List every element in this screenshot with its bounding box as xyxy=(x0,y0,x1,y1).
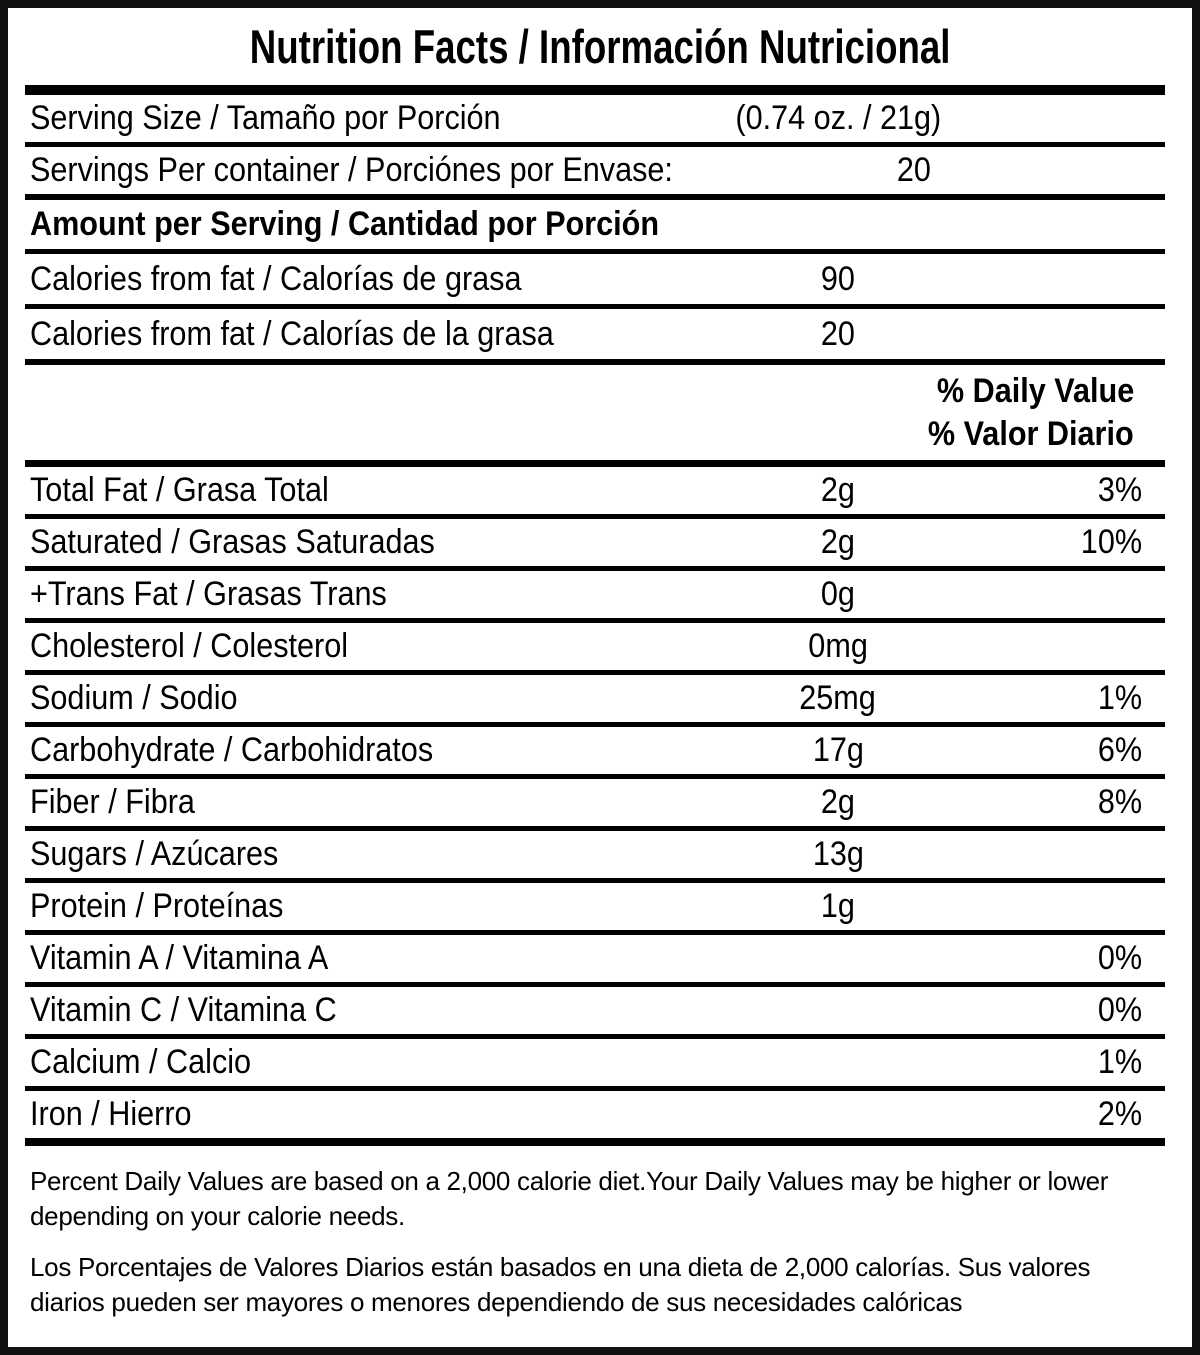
nutrient-label: Cholesterol / Colesterol xyxy=(30,627,349,665)
nutrient-label: Carbohydrate / Carbohidratos xyxy=(30,731,434,769)
calories-row-1-label: Calories from fat / Calorías de grasa xyxy=(30,259,522,298)
nutrient-percent-daily-value: 1% xyxy=(1097,679,1142,717)
nutrient-row xyxy=(8,675,1192,722)
divider xyxy=(25,1138,1165,1146)
nutrient-row xyxy=(8,623,1192,670)
servings-per-container-row xyxy=(8,147,1192,194)
nutrient-amount: 25mg xyxy=(799,679,877,717)
nutrient-label: Sodium / Sodio xyxy=(30,679,238,717)
daily-value-header-en: % Daily Value xyxy=(936,372,1134,410)
nutrient-row xyxy=(8,935,1192,982)
nutrient-percent-daily-value: 2% xyxy=(1097,1095,1142,1133)
nutrient-label: Vitamin A / Vitamina A xyxy=(30,939,329,977)
serving-size-row xyxy=(8,95,1192,142)
daily-value-header-block xyxy=(8,365,1192,460)
divider xyxy=(25,460,1165,467)
label-title-text: Nutrition Facts / Información Nutricional xyxy=(249,20,951,73)
daily-value-header-en-line xyxy=(915,374,1134,408)
nutrient-label: Total Fat / Grasa Total xyxy=(30,471,329,509)
nutrient-row xyxy=(8,883,1192,930)
nutrient-label: Protein / Proteínas xyxy=(30,887,284,925)
label-title xyxy=(8,8,1192,85)
footnote-english: Percent Daily Values are based on a 2,000 calorie diet.Your Daily Values may be higher or lower depending on your calorie needs. xyxy=(30,1166,1109,1231)
calories-row-2-label: Calories from fat / Calorías de la grasa xyxy=(30,314,554,353)
servings-per-container-value-cell xyxy=(744,151,1084,190)
nutrient-label: +Trans Fat / Grasas Trans xyxy=(30,575,387,613)
nutrient-row xyxy=(8,831,1192,878)
servings-per-container-value: 20 xyxy=(897,151,932,189)
nutrient-label: Vitamin C / Vitamina C xyxy=(30,991,337,1029)
nutrient-label: Fiber / Fibra xyxy=(30,783,195,821)
nutrient-percent-daily-value: 6% xyxy=(1097,731,1142,769)
amount-per-serving-header-cell xyxy=(30,205,729,244)
footnotes-section xyxy=(8,1146,1192,1320)
amount-per-serving-header-row xyxy=(8,200,1192,249)
nutrient-row xyxy=(8,467,1192,514)
nutrient-label: Calcium / Calcio xyxy=(30,1043,252,1081)
calories-row-1-value: 90 xyxy=(820,259,856,298)
nutrient-label: Iron / Hierro xyxy=(30,1095,192,1133)
nutrient-label: Sugars / Azúcares xyxy=(30,835,279,873)
nutrient-row xyxy=(8,727,1192,774)
nutrient-row xyxy=(8,519,1192,566)
nutrient-percent-daily-value: 0% xyxy=(1097,939,1142,977)
nutrient-label: Saturated / Grasas Saturadas xyxy=(30,523,435,561)
nutrient-percent-daily-value: 10% xyxy=(1080,523,1142,561)
nutrient-row xyxy=(8,987,1192,1034)
daily-value-header-es: % Valor Diario xyxy=(928,415,1134,453)
servings-per-container-label-cell xyxy=(30,151,744,190)
nutrient-amount: 1g xyxy=(820,887,856,925)
serving-size-value: (0.74 oz. / 21g) xyxy=(735,99,941,137)
nutrient-percent-daily-value: 0% xyxy=(1097,991,1142,1029)
nutrient-percent-daily-value: 8% xyxy=(1097,783,1142,821)
serving-size-label: Serving Size / Tamaño por Porción xyxy=(30,99,501,137)
serving-size-value-cell xyxy=(668,99,1008,138)
nutrient-row xyxy=(8,1039,1192,1086)
calories-from-fat-row-2 xyxy=(8,309,1192,359)
nutrient-amount: 2g xyxy=(820,523,856,561)
calories-row-2-value: 20 xyxy=(820,314,856,353)
nutrient-percent-daily-value: 3% xyxy=(1097,471,1142,509)
nutrient-amount: 0mg xyxy=(808,627,868,665)
nutrient-amount: 17g xyxy=(812,731,864,769)
title-divider-bar xyxy=(25,85,1165,95)
calories-from-fat-row-1 xyxy=(8,254,1192,304)
nutrient-amount: 0g xyxy=(820,575,856,613)
nutrient-rows-section xyxy=(8,467,1192,1146)
nutrient-amount: 2g xyxy=(820,783,856,821)
amount-per-serving-header: Amount per Serving / Cantidad por Porción xyxy=(30,205,660,243)
serving-size-label-cell xyxy=(30,99,668,138)
footnote-spanish: Los Porcentajes de Valores Diarios están basados en una dieta de 2,000 calorías. Sus valores diarios pueden ser mayores o menores dependiendo de sus necesidades calóricas xyxy=(30,1252,1091,1317)
servings-per-container-label: Servings Per container / Porciónes por Envase: xyxy=(30,151,673,189)
nutrient-row xyxy=(8,779,1192,826)
nutrient-percent-daily-value: 1% xyxy=(1097,1043,1142,1081)
daily-value-header-es-line xyxy=(905,417,1134,451)
nutrient-amount: 13g xyxy=(812,835,864,873)
nutrient-row xyxy=(8,571,1192,618)
nutrient-row xyxy=(8,1091,1192,1138)
nutrient-amount: 2g xyxy=(820,471,856,509)
